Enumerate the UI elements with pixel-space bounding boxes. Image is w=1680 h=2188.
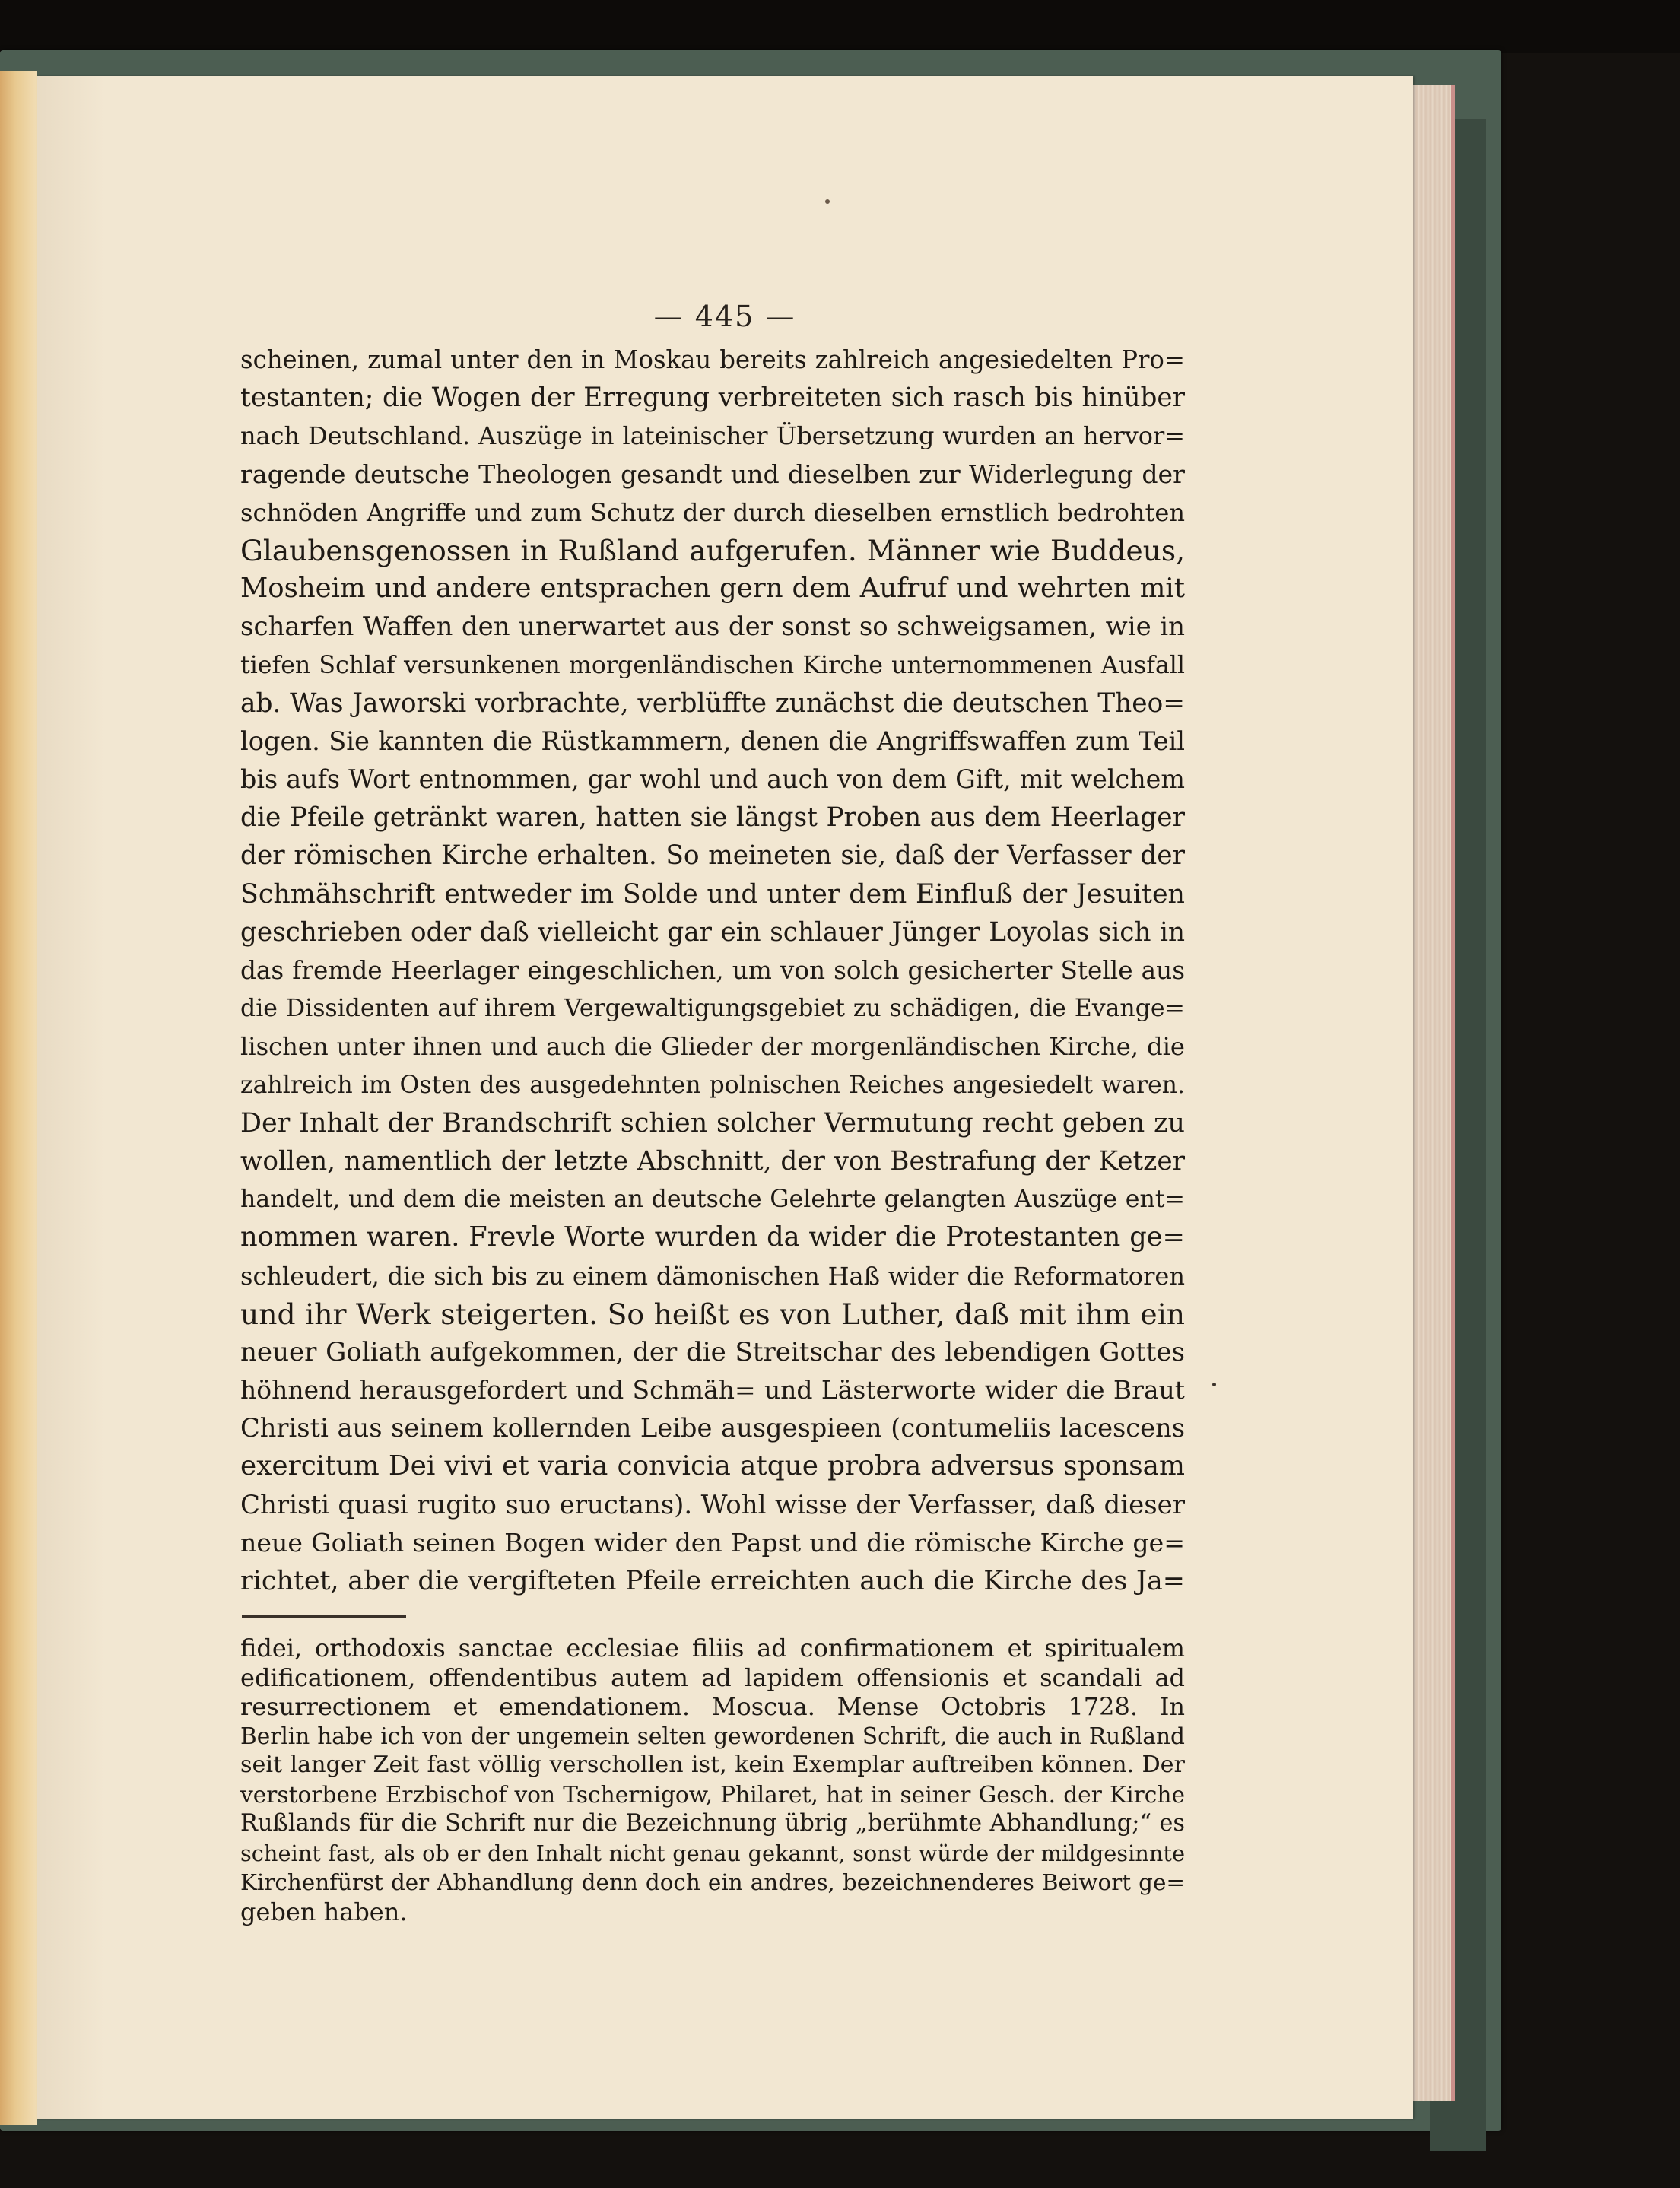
text-line: Christi aus seinem kollernden Leibe ausgespieen (contumeliis lacescens xyxy=(240,1413,1185,1443)
text-line: geschrieben oder daß vielleicht gar ein schlauer Jünger Loyolas sich in xyxy=(240,916,1185,948)
text-line: richtet, aber die vergifteten Pfeile erreichten auch die Kirche des Ja= xyxy=(240,1566,1185,1596)
footnote-line: seit langer Zeit fast völlig verschollen ist, kein Exemplar auftreiben können. Der xyxy=(240,1751,1185,1778)
text-line: die Dissidenten auf ihrem Vergewaltigungsgebiet zu schädigen, die Evange= xyxy=(240,995,1185,1023)
text-line: schnöden Angriffe und zum Schutz der durch dieselben ernstlich bedrohten xyxy=(240,497,1185,527)
text-line: nach Deutschland. Auszüge in lateinischer Übersetzung wurden an hervor= xyxy=(240,421,1185,451)
text-line: zahlreich im Osten des ausgedehnten polnischen Reiches angesiedelt waren. xyxy=(240,1071,1185,1099)
text-line: handelt, und dem die meisten an deutsche Gelehrte gelangten Auszüge ent= xyxy=(240,1186,1185,1214)
footnote-line: edificationem, offendentibus autem ad lapidem offensionis et scandali ad xyxy=(240,1662,1185,1692)
text-line: lischen unter ihnen und auch die Glieder der morgenländischen Kirche, die xyxy=(240,1032,1185,1062)
text-line: Schmähschrift entweder im Solde und unter dem Einfluß der Jesuiten xyxy=(240,878,1185,910)
text-line: scheinen, zumal unter den in Moskau bereits zahlreich angesiedelten Pro= xyxy=(240,345,1185,374)
text-line: wollen, namentlich der letzte Abschnitt, der von Bestrafung der Ketzer xyxy=(240,1145,1185,1177)
body-text xyxy=(240,341,1185,1600)
text-line: bis aufs Wort entnommen, gar wohl und auch von dem Gift, mit welchem xyxy=(240,764,1185,795)
left-page-edge xyxy=(0,71,37,2125)
text-line: das fremde Heerlager eingeschlichen, um von solch gesicherter Stelle aus xyxy=(240,956,1185,985)
background-top xyxy=(0,0,1680,53)
footnote-line: Rußlands für die Schrift nur die Bezeichnung übrig „berühmte Abhandlung;“ es xyxy=(240,1810,1185,1837)
text-line: höhnend herausgefordert und Schmäh= und Lästerworte wider die Braut xyxy=(240,1375,1185,1405)
text-line: Glaubensgenossen in Rußland aufgerufen. Männer wie Buddeus, xyxy=(240,533,1185,567)
text-line: scharfen Waffen den unerwartet aus der sonst so schweigsamen, wie in xyxy=(240,611,1185,643)
footnote-text xyxy=(240,1634,1185,1926)
footnote-divider xyxy=(242,1615,406,1618)
book-page xyxy=(37,76,1413,2119)
text-line: nommen waren. Frevle Worte wurden da wider die Protestanten ge= xyxy=(240,1221,1185,1253)
paper-speck xyxy=(825,199,830,204)
paper-speck xyxy=(1212,1383,1216,1386)
footnote-line: resurrectionem et emendationem. Moscua. Mense Octobris 1728. In xyxy=(240,1692,1185,1721)
text-line: tiefen Schlaf versunkenen morgenländischen Kirche unternommenen Ausfall xyxy=(240,651,1185,679)
footnote-line: Berlin habe ich von der ungemein selten gewordenen Schrift, die auch in Rußland xyxy=(240,1723,1185,1749)
text-line: ab. Was Jaworski vorbrachte, verblüffte zunächst die deutschen Theo= xyxy=(240,688,1185,719)
text-line: ragende deutsche Theologen gesandt und dieselben zur Widerlegung der xyxy=(240,459,1185,489)
text-line: Christi quasi rugito suo eructans). Wohl wisse der Verfasser, daß dieser xyxy=(240,1489,1185,1520)
text-line: neue Goliath seinen Bogen wider den Papst und die römische Kirche ge= xyxy=(240,1527,1185,1558)
text-line: neuer Goliath aufgekommen, der die Streitschar des lebendigen Gottes xyxy=(240,1336,1185,1367)
footnote-line: scheint fast, als ob er den Inhalt nicht genau gekannt, sonst würde der mildgesinnte xyxy=(240,1840,1185,1866)
footnote-line: verstorbene Erzbischof von Tschernigow, Philaret, hat in seiner Gesch. der Kirche xyxy=(240,1780,1185,1808)
text-line: exercitum Dei vivi et varia convicia atque probra adversus sponsam xyxy=(240,1450,1185,1482)
footnote-line: Kirchenfürst der Abhandlung denn doch ein andres, bezeichnenderes Beiwort ge= xyxy=(240,1869,1185,1895)
text-line: Der Inhalt der Brandschrift schien solcher Vermutung recht geben zu xyxy=(240,1107,1185,1138)
text-line: die Pfeile getränkt waren, hatten sie längst Proben aus dem Heerlager xyxy=(240,802,1185,834)
text-line: logen. Sie kannten die Rüstkammern, denen die Angriffswaffen zum Teil xyxy=(240,726,1185,756)
text-line: der römischen Kirche erhalten. So meineten sie, daß der Verfasser der xyxy=(240,840,1185,872)
text-line: und ihr Werk steigerten. So heißt es von Luther, daß mit ihm ein xyxy=(240,1297,1185,1331)
text-line: testanten; die Wogen der Erregung verbreiteten sich rasch bis hinüber xyxy=(240,383,1185,414)
footnote-line: geben haben. xyxy=(240,1897,408,1926)
footnote-line: fidei, orthodoxis sanctae ecclesiae filiis ad confirmationem et spiritualem xyxy=(240,1634,1185,1662)
text-line: Mosheim und andere entsprachen gern dem Aufruf und wehrten mit xyxy=(240,573,1185,605)
page-number: — 445 — xyxy=(653,300,796,333)
text-line: schleudert, die sich bis zu einem dämonischen Haß wider die Reformatoren xyxy=(240,1261,1185,1291)
